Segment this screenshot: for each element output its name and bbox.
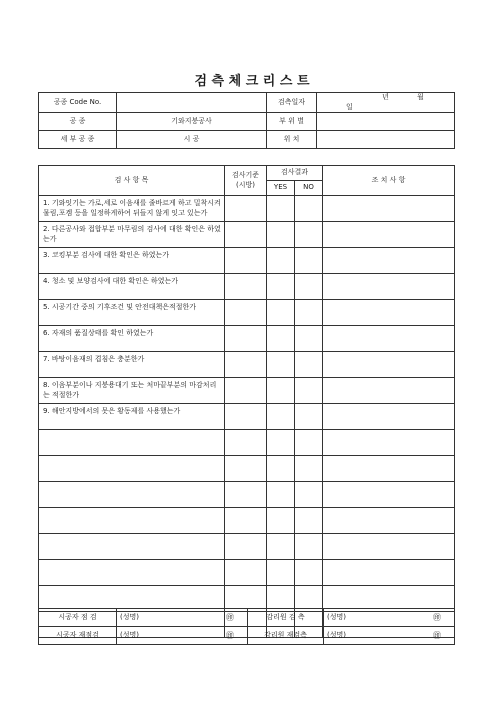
signature-name: (성명) (327, 612, 346, 621)
table-row (39, 430, 455, 456)
no-cell[interactable] (295, 274, 323, 300)
signature-table (38, 608, 455, 645)
yes-cell[interactable] (267, 456, 295, 482)
checklist-body (39, 196, 455, 638)
table-row (39, 456, 455, 482)
table-row (39, 274, 455, 300)
no-cell[interactable] (295, 326, 323, 352)
yes-cell[interactable] (267, 482, 295, 508)
check-item-text: 2. 다른공사와 접합부분 마무림의 검사에 대한 확인은 하였는가 (39, 222, 225, 248)
part-value[interactable] (317, 113, 455, 131)
no-cell[interactable] (295, 482, 323, 508)
criteria-cell[interactable] (225, 352, 267, 378)
check-item-text: 5. 시공기간 중의 기후조건 및 안전대책은적절한가 (39, 300, 225, 326)
yes-cell[interactable] (267, 378, 295, 404)
no-cell[interactable] (295, 196, 323, 222)
criteria-cell[interactable] (225, 430, 267, 456)
signature-name: (성명) (120, 630, 139, 639)
header-action: 조 치 사 항 (323, 166, 455, 196)
no-cell[interactable] (295, 378, 323, 404)
action-cell[interactable] (323, 534, 455, 560)
work-value[interactable]: 기와지붕공사 (117, 113, 267, 131)
table-row (39, 300, 455, 326)
no-cell[interactable] (295, 560, 323, 586)
code-value[interactable] (117, 93, 267, 113)
date-month: 월 (417, 93, 424, 101)
check-item-text: 6. 자재의 품질상태를 확인 하였는가 (39, 326, 225, 352)
criteria-cell[interactable] (225, 326, 267, 352)
yes-cell[interactable] (267, 560, 295, 586)
supervisor-check-label: 감리원 검 측 (248, 609, 324, 627)
action-cell[interactable] (323, 248, 455, 274)
seal-mark: ㊞ (433, 612, 441, 622)
no-cell[interactable] (295, 222, 323, 248)
no-cell[interactable] (295, 430, 323, 456)
table-row (39, 196, 455, 222)
check-item-text (39, 534, 225, 560)
yes-cell[interactable] (267, 274, 295, 300)
action-cell[interactable] (323, 352, 455, 378)
check-item-text (39, 430, 225, 456)
yes-cell[interactable] (267, 352, 295, 378)
yes-cell[interactable] (267, 534, 295, 560)
yes-cell[interactable] (267, 248, 295, 274)
no-cell[interactable] (295, 352, 323, 378)
date-day: 일 (346, 102, 353, 111)
yes-cell[interactable] (267, 430, 295, 456)
no-cell[interactable] (295, 456, 323, 482)
action-cell[interactable] (323, 508, 455, 534)
action-cell[interactable] (323, 196, 455, 222)
criteria-cell[interactable] (225, 300, 267, 326)
table-row (39, 404, 455, 430)
check-item-text: 8. 이음부분이나 지붕용대기 또는 처마끝부분의 마감처리는 적절한가 (39, 378, 225, 404)
signature-name: (성명) (120, 612, 139, 621)
action-cell[interactable] (323, 222, 455, 248)
supervisor-recheck-signature[interactable] (324, 627, 455, 645)
check-item-text (39, 508, 225, 534)
header-item: 검 사 항 목 (39, 166, 225, 196)
seal-mark: ㊞ (226, 612, 234, 622)
check-item-text: 9. 해안지방에서의 못은 황동제를 사용했는가 (39, 404, 225, 430)
check-item-text: 1. 기와잇기는 가로,세로 이음새를 줄바르게 하고 밀착시켜 물림,포겜 등을 일정하게하여 뒤들지 않게 잇고 있는가 (39, 196, 225, 222)
date-label: 검측일자 (267, 93, 317, 113)
criteria-cell[interactable] (225, 534, 267, 560)
date-year: 년 (382, 93, 389, 101)
contractor-recheck-signature[interactable] (117, 627, 248, 645)
seal-mark: ㊞ (226, 630, 234, 640)
date-value[interactable] (317, 93, 455, 113)
action-cell[interactable] (323, 560, 455, 586)
check-item-text: 7. 바탕이음재의 겹침은 충분한가 (39, 352, 225, 378)
check-item-text (39, 560, 225, 586)
criteria-cell[interactable] (225, 482, 267, 508)
contractor-check-label: 시공자 점 검 (39, 609, 117, 627)
yes-cell[interactable] (267, 222, 295, 248)
action-cell[interactable] (323, 482, 455, 508)
header-yes: YES (267, 181, 295, 196)
signature-name: (성명) (327, 630, 346, 639)
table-row (39, 378, 455, 404)
contractor-recheck-label: 시공자 재점검 (39, 627, 117, 645)
sub-label: 세 부 공 종 (39, 131, 117, 149)
header-criteria-line2: (시방) (236, 180, 255, 189)
action-cell[interactable] (323, 300, 455, 326)
seal-mark: ㊞ (433, 630, 441, 640)
check-item-text: 4. 청소 및 보양검사에 대한 확인은 하였는가 (39, 274, 225, 300)
criteria-cell[interactable] (225, 196, 267, 222)
info-table (38, 92, 455, 149)
table-row (39, 560, 455, 586)
criteria-cell[interactable] (225, 508, 267, 534)
yes-cell[interactable] (267, 196, 295, 222)
header-no: NO (295, 181, 323, 196)
contractor-check-signature[interactable] (117, 609, 248, 627)
yes-cell[interactable] (267, 404, 295, 430)
no-cell[interactable] (295, 534, 323, 560)
no-cell[interactable] (295, 248, 323, 274)
criteria-cell[interactable] (225, 222, 267, 248)
header-criteria-line1: 검사기준 (231, 171, 260, 179)
header-result: 검사결과 (267, 166, 323, 181)
supervisor-recheck-label: 감리원 재검측 (248, 627, 324, 645)
check-item-text: 3. 코킹부분 검사에 대한 확인은 하였는가 (39, 248, 225, 274)
yes-cell[interactable] (267, 508, 295, 534)
check-item-text (39, 456, 225, 482)
action-cell[interactable] (323, 326, 455, 352)
no-cell[interactable] (295, 300, 323, 326)
no-cell[interactable] (295, 404, 323, 430)
criteria-cell[interactable] (225, 248, 267, 274)
yes-cell[interactable] (267, 300, 295, 326)
check-item-text (39, 482, 225, 508)
loc-label: 위 치 (267, 131, 317, 149)
no-cell[interactable] (295, 508, 323, 534)
loc-value[interactable] (317, 131, 455, 149)
criteria-cell[interactable] (225, 456, 267, 482)
table-row (39, 248, 455, 274)
supervisor-check-signature[interactable] (324, 609, 455, 627)
action-cell[interactable] (323, 456, 455, 482)
action-cell[interactable] (323, 430, 455, 456)
table-row (39, 534, 455, 560)
table-row (39, 326, 455, 352)
table-row (39, 352, 455, 378)
code-label: 공종 Code No. (39, 93, 117, 113)
yes-cell[interactable] (267, 326, 295, 352)
header-criteria (225, 166, 267, 196)
action-cell[interactable] (323, 404, 455, 430)
criteria-cell[interactable] (225, 560, 267, 586)
checklist-table (38, 165, 455, 638)
action-cell[interactable] (323, 378, 455, 404)
criteria-cell[interactable] (225, 378, 267, 404)
sub-value[interactable]: 시 공 (117, 131, 267, 149)
table-row (39, 508, 455, 534)
table-row (39, 482, 455, 508)
work-label: 공 종 (39, 113, 117, 131)
action-cell[interactable] (323, 274, 455, 300)
part-label: 부 위 별 (267, 113, 317, 131)
table-row (39, 222, 455, 248)
page-title: 검 측 체 크 리 스 트 (194, 74, 310, 89)
criteria-cell[interactable] (225, 404, 267, 430)
criteria-cell[interactable] (225, 274, 267, 300)
